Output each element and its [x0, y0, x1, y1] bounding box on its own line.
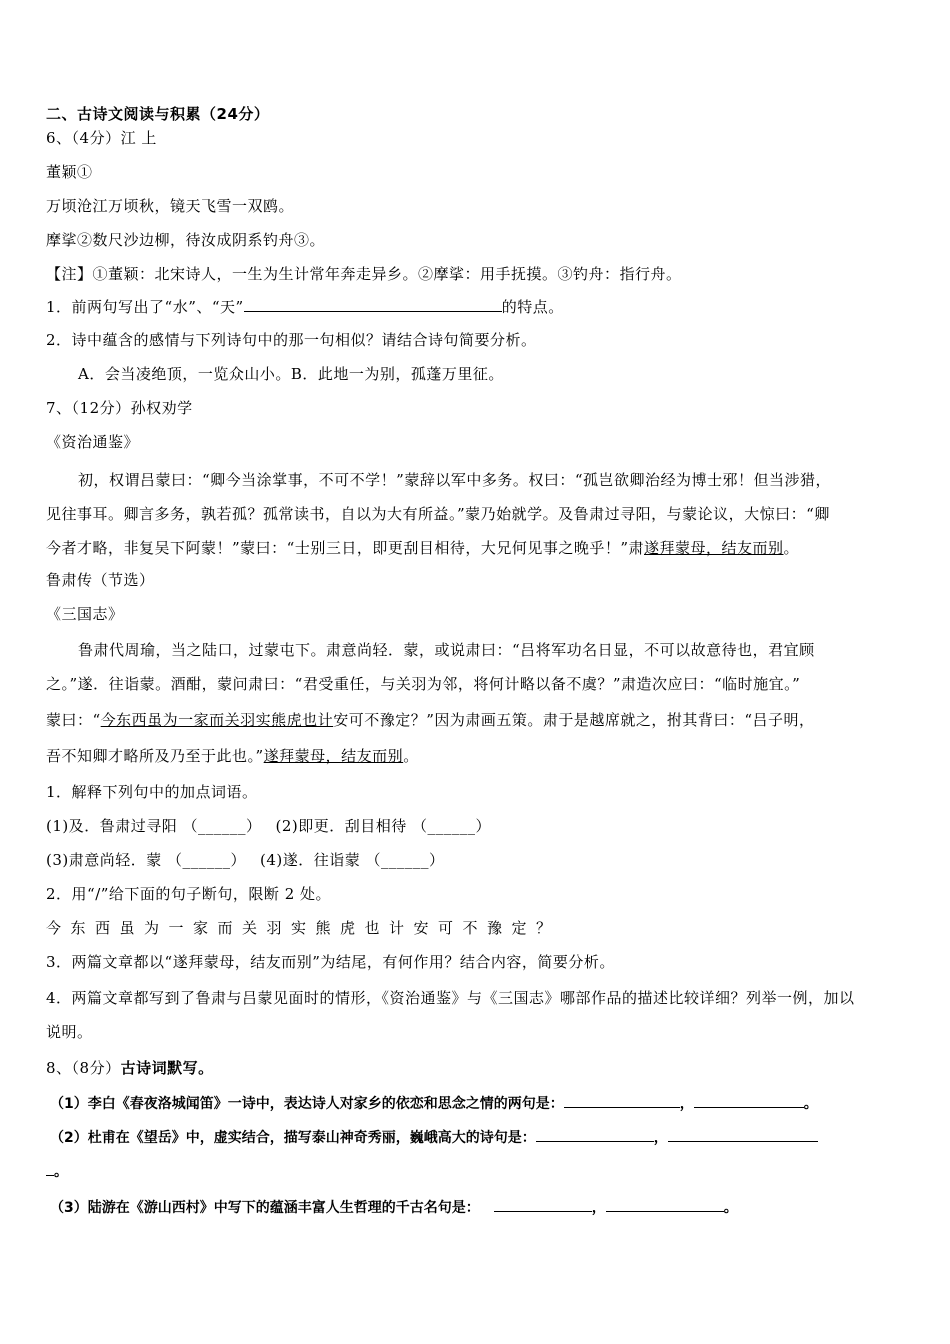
q8-s3 [50, 1196, 910, 1218]
q6-sub1-text: 1．前两句写出了“水”、“天” [46, 298, 244, 316]
q7-p1-underlined: 遂拜蒙母，结友而别 [644, 539, 784, 557]
q7-p2-line3 [46, 710, 910, 730]
q7-p2-line4-text: 吾不知卿才略所及乃至于此也。” [46, 747, 264, 765]
q8-s3-comma: ， [591, 1200, 606, 1216]
q8-s3-period: 。 [723, 1200, 738, 1216]
q8-s1 [50, 1092, 910, 1114]
q7-sub2: 2．用“/”给下面的句子断句，限断 2 处。 [46, 885, 332, 903]
q8-header [46, 1058, 910, 1078]
q7-p1-line3-end: 。 [783, 539, 800, 557]
q7-p1-line1: 初，权谓吕蒙曰：“卿今当涂掌事，不可不学！”蒙辞以军中多务。权曰：“孤岂欲卿治经为博士邪！但当涉猎， [78, 471, 832, 489]
q6-options: A．会当凌绝顶，一览众山小。B．此地一为别，孤蓬万里征。 [78, 365, 504, 383]
q8-s1-period: 。 [803, 1096, 818, 1112]
q6-sub1 [46, 296, 910, 317]
q8-s2-text: （2）杜甫在《望岳》中，虚实结合，描写泰山神奇秀丽，巍峨高大的诗句是： [50, 1130, 536, 1146]
q7-p2-line1: 鲁肃代周瑜，当之陆口，过蒙屯下。肃意尚轻．蒙，或说肃曰：“吕将军功名日显，不可以故意待也，君宜顾 [78, 641, 815, 659]
q7-item-2[interactable]: (2)即更．刮目相待 （______） [275, 817, 492, 835]
q7-sub3: 3．两篇文章都以“遂拜蒙母，结友而别”为结尾，有何作用？结合内容，简要分析。 [46, 953, 615, 971]
q6-header: 6、（4分）江 上 [46, 129, 157, 147]
q8-s1-blank-1[interactable] [564, 1092, 680, 1108]
q7-items-row2 [46, 850, 910, 870]
q8-s3-text: （3）陆游在《游山西村》中写下的蕴涵丰富人生哲理的千古名句是： [50, 1200, 480, 1216]
q7-title2: 鲁肃传（节选） [46, 571, 155, 589]
q8-s2-comma: ， [653, 1130, 668, 1146]
q8-s2-cont [46, 1160, 910, 1182]
q8-s2-period: 。 [54, 1164, 69, 1180]
q7-p2-line4 [46, 746, 910, 766]
q8-s1-text: （1）李白《春夜洛城闻笛》一诗中，表达诗人对家乡的依恋和思念之情的两句是： [50, 1096, 564, 1112]
q8-s3-blank-2[interactable] [606, 1196, 724, 1212]
q6-sub2: 2．诗中蕴含的感情与下列诗句中的那一句相似？请结合诗句简要分析。 [46, 331, 537, 349]
q6-author: 董颖① [46, 163, 93, 181]
q7-sub1: 1．解释下列句中的加点词语。 [46, 783, 258, 801]
q8-s1-blank-2[interactable] [694, 1092, 804, 1108]
q7-items-row1 [46, 816, 910, 836]
q7-p1-line3-text: 今者才略，非复吴下阿蒙！”蒙曰：“士别三日，即更刮目相待，大兄何见事之晚乎！”肃 [46, 539, 645, 557]
q7-sub4-line2: 说明。 [46, 1023, 93, 1041]
q8-s2 [50, 1126, 910, 1148]
q8-s2-blank-2[interactable] [668, 1126, 818, 1142]
q6-sub1-blank[interactable] [244, 296, 502, 312]
q7-p2-underlined: 遂拜蒙母，结友而别 [263, 747, 404, 765]
q7-item-4[interactable]: (4)遂．往诣蒙 （______） [260, 851, 445, 869]
q6-note: 【注】①董颖：北宋诗人，一生为生计常年奔走异乡。②摩挲：用手抚摸。③钓舟：指行舟。 [46, 265, 682, 283]
section-title: 二、古诗文阅读与积累（24分） [46, 105, 270, 123]
q8-header-title: 古诗词默写。 [120, 1059, 214, 1077]
q8-s3-blank-1[interactable] [494, 1196, 592, 1212]
q7-p2-underlined-sentence: 今东西虽为一家而关羽实熊虎也计 [100, 711, 334, 729]
q7-item-1[interactable]: (1)及．鲁肃过寻阳 （______） [46, 817, 262, 835]
q7-item-3[interactable]: (3)肃意尚轻．蒙 （______） [46, 851, 247, 869]
q6-sub1-tail: 的特点。 [501, 298, 564, 316]
q7-header: 7、（12分）孙权劝学 [46, 399, 193, 417]
q7-sub4-line1: 4．两篇文章都写到了鲁肃与吕蒙见面时的情形，《资治通鉴》与《三国志》哪部作品的描述比较详细？列举一例，加以 [46, 989, 855, 1007]
q7-p1-line2: 见往事耳。卿言多务，孰若孤？孤常读书，自以为大有所益。”蒙乃始就学。及鲁肃过寻阳，与蒙论议，大惊曰：“卿 [46, 505, 830, 523]
q6-poem-line-2: 摩挲②数尺沙边柳，待汝成阴系钓舟③。 [46, 231, 326, 249]
q7-p2-line3-text: 蒙曰：“ [46, 711, 101, 729]
q7-source1: 《资治通鉴》 [46, 433, 140, 451]
q7-source2: 《三国志》 [46, 605, 124, 623]
q8-header-number: 8、（8分） [46, 1059, 121, 1077]
q7-p1-line3 [46, 538, 910, 558]
q8-s1-comma: ， [679, 1096, 694, 1112]
q8-s2-blank-tail[interactable] [46, 1160, 54, 1176]
q7-p2-line4-end: 。 [403, 747, 419, 765]
q7-p2-line3-rest: 安可不豫定？”因为肃画五策。肃于是越席就之，拊其背曰：“吕子明， [333, 711, 815, 729]
q7-sentence: 今东西虽为一家而关羽实熊虎也计安可不豫定？ [46, 919, 561, 937]
q8-s2-blank-1[interactable] [536, 1126, 654, 1142]
q6-poem-line-1: 万顷沧江万顷秋，镜天飞雪一双鸥。 [46, 197, 295, 215]
q7-p2-line2: 之。”遂．往诣蒙。酒酣，蒙问肃曰：“君受重任，与关羽为邻，将何计略以备不虞？”肃造次应曰：“临时施宜。” [46, 675, 801, 693]
